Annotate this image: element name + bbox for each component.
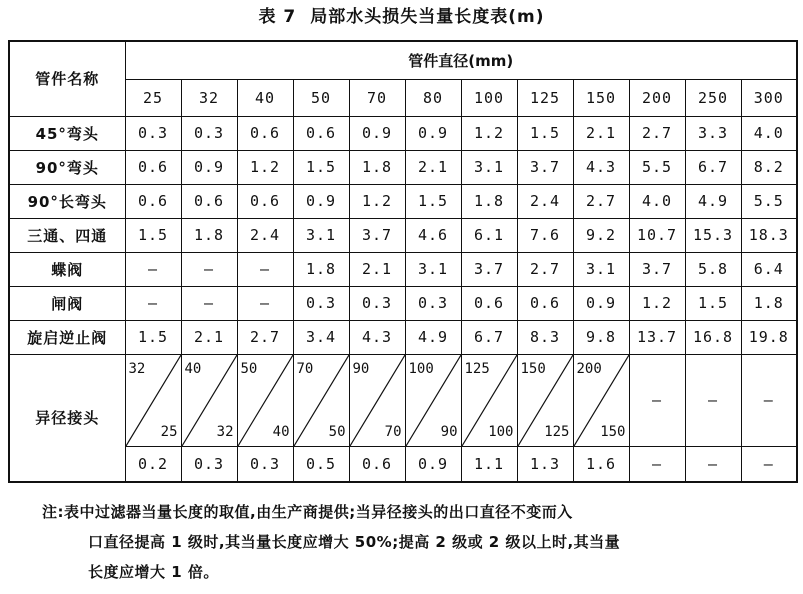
value-cell: 6.4 <box>741 252 797 286</box>
inlet-diameter: 90 <box>352 360 370 377</box>
value-cell: 0.6 <box>293 116 349 150</box>
outlet-diameter: 32 <box>216 423 234 440</box>
value-cell: 2.4 <box>237 218 293 252</box>
note-line-3: 长度应增大 1 倍。 <box>88 563 219 581</box>
inlet-diameter: 32 <box>128 360 146 377</box>
outlet-diameter: 125 <box>544 423 570 440</box>
fitting-name-cell: 45°弯头 <box>9 116 125 150</box>
value-cell: — <box>181 252 237 286</box>
value-cell: 1.1 <box>461 446 517 482</box>
diameter-header-cell: 32 <box>181 79 237 116</box>
table-note <box>42 497 794 587</box>
value-cell: 1.3 <box>517 446 573 482</box>
value-cell: 0.6 <box>237 116 293 150</box>
value-cell: 0.3 <box>181 116 237 150</box>
diameter-header-cell: 80 <box>405 79 461 116</box>
value-cell: 1.5 <box>125 320 181 354</box>
outlet-diameter: 90 <box>440 423 458 440</box>
value-cell: 4.0 <box>629 184 685 218</box>
value-cell: 0.3 <box>293 286 349 320</box>
value-cell: 1.5 <box>405 184 461 218</box>
value-cell: 3.7 <box>629 252 685 286</box>
value-cell: 6.1 <box>461 218 517 252</box>
value-cell: 1.6 <box>573 446 629 482</box>
value-cell: — <box>181 286 237 320</box>
value-cell: 8.2 <box>741 150 797 184</box>
outlet-diameter: 70 <box>384 423 402 440</box>
value-cell: 13.7 <box>629 320 685 354</box>
diameter-header-cell: 300 <box>741 79 797 116</box>
value-cell: 0.6 <box>181 184 237 218</box>
value-cell: 4.9 <box>685 184 741 218</box>
value-cell: 0.9 <box>293 184 349 218</box>
value-cell: 0.6 <box>237 184 293 218</box>
value-cell: 0.6 <box>125 150 181 184</box>
value-cell: 0.3 <box>405 286 461 320</box>
table-row <box>9 184 797 218</box>
value-cell: 2.7 <box>517 252 573 286</box>
header-row <box>9 41 797 79</box>
value-cell: 1.5 <box>293 150 349 184</box>
table-row <box>9 218 797 252</box>
value-cell: 5.5 <box>741 184 797 218</box>
value-cell: 3.1 <box>293 218 349 252</box>
value-cell: 3.1 <box>405 252 461 286</box>
reducer-pair-cell <box>573 354 629 446</box>
value-cell: 2.7 <box>573 184 629 218</box>
value-cell: 3.3 <box>685 116 741 150</box>
value-cell: 1.2 <box>629 286 685 320</box>
fitting-name-cell: 旋启逆止阀 <box>9 320 125 354</box>
table-row <box>9 286 797 320</box>
fitting-name-cell: 三通、四通 <box>9 218 125 252</box>
diameter-header-cell: 50 <box>293 79 349 116</box>
value-cell: 1.8 <box>181 218 237 252</box>
value-cell: 2.1 <box>573 116 629 150</box>
value-cell: 5.8 <box>685 252 741 286</box>
value-cell: — <box>685 446 741 482</box>
value-cell: 0.9 <box>405 446 461 482</box>
inlet-diameter: 125 <box>464 360 490 377</box>
value-cell: 1.5 <box>685 286 741 320</box>
value-cell: 3.7 <box>349 218 405 252</box>
value-cell: 1.2 <box>237 150 293 184</box>
value-cell: — <box>237 286 293 320</box>
value-cell: 1.2 <box>461 116 517 150</box>
outlet-diameter: 50 <box>328 423 346 440</box>
value-cell: 0.6 <box>517 286 573 320</box>
value-cell: 5.5 <box>629 150 685 184</box>
reducer-pair-cell <box>293 354 349 446</box>
diameter-header-cell: 200 <box>629 79 685 116</box>
note-line-1: 注:表中过滤器当量长度的取值,由生产商提供;当异径接头的出口直径不变而入 <box>42 503 573 521</box>
diameter-header-cell: 40 <box>237 79 293 116</box>
value-cell: — <box>125 252 181 286</box>
equivalent-length-table <box>8 40 798 483</box>
value-cell: 0.5 <box>293 446 349 482</box>
diameter-group-header: 管件直径(mm) <box>125 41 797 79</box>
value-cell: 10.7 <box>629 218 685 252</box>
value-cell: 3.1 <box>461 150 517 184</box>
value-cell: 3.7 <box>517 150 573 184</box>
reducer-empty-cell: — <box>629 354 685 446</box>
value-cell: 0.9 <box>181 150 237 184</box>
outlet-diameter: 100 <box>488 423 514 440</box>
value-cell: 3.7 <box>461 252 517 286</box>
value-cell: 8.3 <box>517 320 573 354</box>
value-cell: 0.9 <box>405 116 461 150</box>
value-cell: 2.7 <box>629 116 685 150</box>
inlet-diameter: 100 <box>408 360 434 377</box>
value-cell: 0.6 <box>125 184 181 218</box>
diameter-header-cell: 100 <box>461 79 517 116</box>
inlet-diameter: 200 <box>576 360 602 377</box>
inlet-diameter: 40 <box>184 360 202 377</box>
value-cell: 4.6 <box>405 218 461 252</box>
value-cell: 0.9 <box>573 286 629 320</box>
value-cell: 0.2 <box>125 446 181 482</box>
value-cell: 1.2 <box>349 184 405 218</box>
value-cell: 3.1 <box>573 252 629 286</box>
value-cell: 1.8 <box>461 184 517 218</box>
reducer-pair-cell <box>181 354 237 446</box>
fitting-name-cell: 90°弯头 <box>9 150 125 184</box>
diameter-header-cell: 25 <box>125 79 181 116</box>
diameter-header-cell: 70 <box>349 79 405 116</box>
value-cell: — <box>125 286 181 320</box>
value-cell: 0.6 <box>461 286 517 320</box>
value-cell: 2.4 <box>517 184 573 218</box>
table-row <box>9 116 797 150</box>
outlet-diameter: 40 <box>272 423 290 440</box>
value-cell: 0.3 <box>349 286 405 320</box>
value-cell: 2.7 <box>237 320 293 354</box>
value-cell: 18.3 <box>741 218 797 252</box>
reducer-pair-row <box>9 354 797 446</box>
value-cell: 15.3 <box>685 218 741 252</box>
value-cell: — <box>629 446 685 482</box>
value-cell: 2.1 <box>181 320 237 354</box>
fitting-name-cell: 闸阀 <box>9 286 125 320</box>
inlet-diameter: 70 <box>296 360 314 377</box>
inlet-diameter: 50 <box>240 360 258 377</box>
diameter-header-row <box>9 79 797 116</box>
fitting-name-cell: 蝶阀 <box>9 252 125 286</box>
fitting-name-header: 管件名称 <box>9 41 125 116</box>
value-cell: 9.2 <box>573 218 629 252</box>
table-row <box>9 252 797 286</box>
reducer-pair-cell <box>517 354 573 446</box>
value-cell: 6.7 <box>685 150 741 184</box>
value-cell: 0.6 <box>349 446 405 482</box>
outlet-diameter: 25 <box>160 423 178 440</box>
diameter-header-cell: 150 <box>573 79 629 116</box>
value-cell: 7.6 <box>517 218 573 252</box>
reducer-value-row <box>9 446 797 482</box>
diameter-header-cell: 125 <box>517 79 573 116</box>
value-cell: 2.1 <box>405 150 461 184</box>
table-title <box>0 2 803 27</box>
value-cell: 4.0 <box>741 116 797 150</box>
value-cell: 1.5 <box>125 218 181 252</box>
value-cell: 2.1 <box>349 252 405 286</box>
fitting-name-cell: 90°长弯头 <box>9 184 125 218</box>
reducer-name-cell: 异径接头 <box>9 354 125 482</box>
reducer-pair-cell <box>349 354 405 446</box>
table-row <box>9 150 797 184</box>
value-cell: 0.3 <box>237 446 293 482</box>
value-cell: 1.8 <box>741 286 797 320</box>
table-caption: 局部水头损失当量长度表(m) <box>310 7 545 27</box>
value-cell: 19.8 <box>741 320 797 354</box>
note-line-2: 口直径提高 1 级时,其当量长度应增大 50%;提高 2 级或 2 级以上时,其当量 <box>88 533 621 551</box>
value-cell: 1.5 <box>517 116 573 150</box>
reducer-pair-cell <box>461 354 517 446</box>
reducer-pair-cell <box>125 354 181 446</box>
table-row <box>9 320 797 354</box>
value-cell: 1.8 <box>293 252 349 286</box>
reducer-pair-cell <box>405 354 461 446</box>
reducer-pair-cell <box>237 354 293 446</box>
value-cell: — <box>741 446 797 482</box>
value-cell: 3.4 <box>293 320 349 354</box>
table-number: 表 7 <box>258 7 297 27</box>
value-cell: 6.7 <box>461 320 517 354</box>
value-cell: 0.3 <box>181 446 237 482</box>
reducer-empty-cell: — <box>685 354 741 446</box>
value-cell: 4.3 <box>349 320 405 354</box>
value-cell: 1.8 <box>349 150 405 184</box>
value-cell: 4.9 <box>405 320 461 354</box>
inlet-diameter: 150 <box>520 360 546 377</box>
outlet-diameter: 150 <box>600 423 626 440</box>
value-cell: 16.8 <box>685 320 741 354</box>
value-cell: 0.3 <box>125 116 181 150</box>
diameter-header-cell: 250 <box>685 79 741 116</box>
reducer-empty-cell: — <box>741 354 797 446</box>
value-cell: 0.9 <box>349 116 405 150</box>
value-cell: — <box>237 252 293 286</box>
value-cell: 9.8 <box>573 320 629 354</box>
value-cell: 4.3 <box>573 150 629 184</box>
